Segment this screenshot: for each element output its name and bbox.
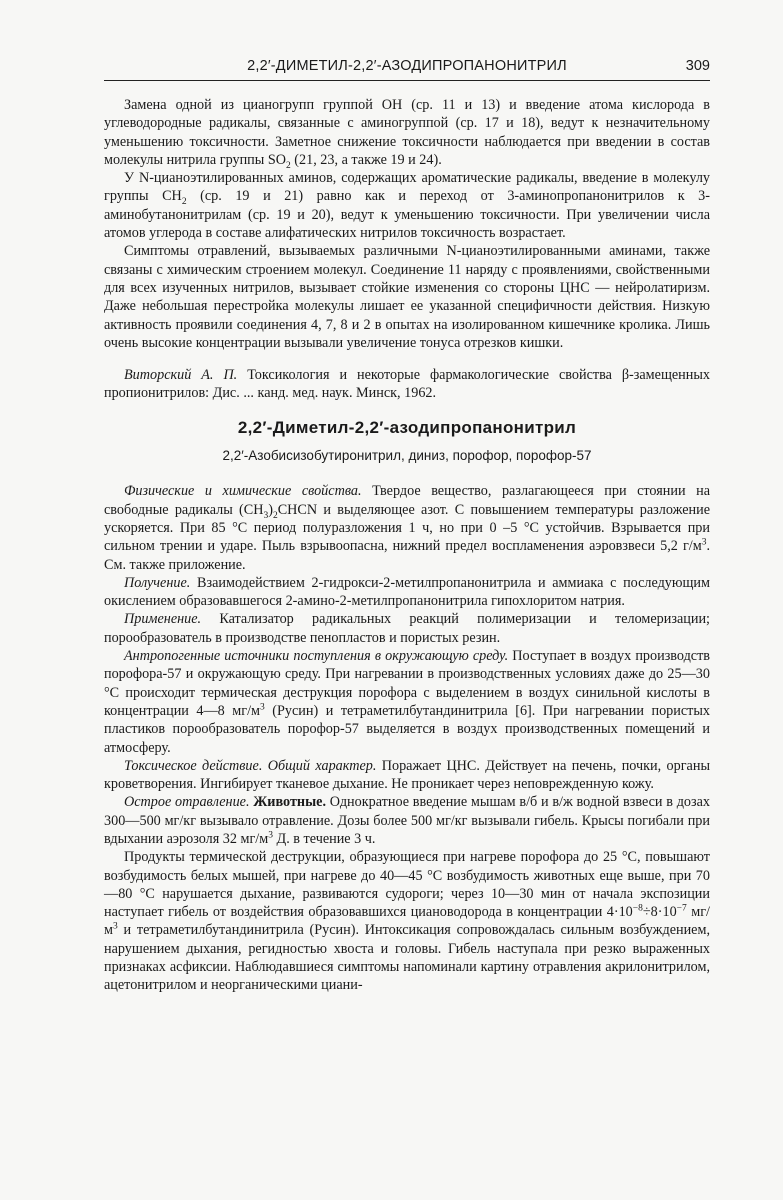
substance-synonyms: 2,2′-Азобисизобутиронитрил, диниз, порофор, порофор-57 <box>222 448 592 464</box>
section-anthropogenic-sources: Антропогенные источники поступления в окружающую среду. Поступает в воздух производств порофора-57 и окружающую среду. При нагревании в производственных условиях даже до 25—30 °С происходит термическая деструкция порофора с выделением в воздух синильной кислоты в концентрации 4—8 $мг/м^3$ (Русин) и тетраметилбутандинитрила [6]. При нагревании пористых пластиков порообразователь порофор-57 выделяется в воздух производственных помещений и атмосферу. <box>104 648 710 756</box>
section-thermal-products: Продукты термической деструкции, образующиеся при нагреве порофора до 25 °С, повышают возбудимость белых мышей, при нагреве до 40—45 °С возбудимость животных еще выше, при 70—80 °С нарушается дыхание, развиваются судороги; через 10—30 мин от начала экспозиции наступает гибель от воздействия образовавшихся циановодорода в концентрации $4\cdot 10^{-8}\div 8\cdot 10^{-7}$ $мг/м^3$ и тетраметилбутандинитрила (Русин). Интоксикация сопровождалась сильным возбуждением, нарушением дыхания, регидностью хвоста и головы. Гибель наступала при резко выраженных признаках асфиксии. Наблюдавшиеся симптомы напоминали картину отравления акрилонитрилом, ацетонитрилом и неорганическими циани- <box>104 849 710 994</box>
substance-sections <box>104 482 710 994</box>
section-application: Применение. Катализатор радикальных реакций полимеризации и теломеризации; порообразователь в производстве пенопластов и пористых резин. <box>104 611 710 646</box>
page-number: 309 <box>685 58 710 74</box>
section-physchem: Физические и химические свойства. Твердое вещество, разлагающееся при стоянии на свободные радикалы $(СН_3)_2СНCN$ и выделяющее азот. С повышением температуры разложение ускоряется. При 85 °С период полуразложения 1 ч, но при 0 –5 °С устойчив. Взрывается при сильном трении и ударе. Пыль взрывоопасна, нижний предел воспламенения аэровзвеси 5,2 $г/м^3$. См. также приложение. <box>104 483 710 573</box>
reference-author: Виторский А. П. <box>124 367 238 384</box>
page-header <box>104 56 710 81</box>
intro-paragraph-3: Симптомы отравлений, вызываемых различными N-цианоэтилированными аминами, также связаны с химическим строением молекул. Соединение 11 наряду с проявлениями, свойственными для всех изученных нитрилов, вызывает стойкие изменения со стороны ЦНС — нейролатиризм. Даже небольшая перестройка молекулы лишает ее указанной специфичности действия. Низкую активность проявили соединения 4, 7, 8 и 2 в опытах на изолированном кишечнике кролика. Лишь очень высокие концентрации вызывали увеличение тонуса отрезков кишки. <box>104 243 710 351</box>
substance-title: 2,2′-Диметил-2,2′-азодипропанонитрил <box>237 417 577 437</box>
section-toxic-action: Токсическое действие. Общий характер. Поражает ЦНС. Действует на печень, почки, органы кроветворения. Ингибирует тканевое дыхание. Не проникает через неповрежденную кожу. <box>104 757 710 793</box>
literature-reference: Виторский А. П. Токсикология и некоторые фармакологические свойства β-замещенных пропионитрилов: Дис. ... канд. мед. наук. Минск, 1962. <box>104 367 710 402</box>
page-body <box>104 96 710 995</box>
section-acute-poisoning: Острое отравление. Животные. Однократное введение мышам в/б и в/ж водной взвеси в дозах 300—500 мг/кг вызывало отравление. Дозы более 500 мг/кг вызывали гибель. Крысы погибали при вдыхании аэрозоля 32 $мг/м^3$ Д. в течение 3 ч. <box>104 794 711 847</box>
running-title: 2,2′-ДИМЕТИЛ-2,2′-АЗОДИПРОПАНОНИТРИЛ <box>247 58 567 74</box>
intro-paragraph-2: У N-цианоэтилированных аминов, содержащих ароматические радикалы, введение в молекулу группы $СН_2$ (ср. 19 и 21) равно как и переход от 3-аминопропанонитрилов к 3-аминобутанонитрилам (ср. 19 и 20), ведут к уменьшению токсичности. При увеличении числа атомов углерода в составе алифатических нитрилов токсичность возрастает. <box>104 170 711 242</box>
intro-paragraph-1: Замена одной из цианогрупп группой ОН (ср. 11 и 13) и введение атома кислорода в углеводородные радикалы, связанные с аминогруппой (ср. 17 и 18), ведут к незначительному уменьшению токсичности. Заметное снижение токсичности наблюдается при введении в состав молекулы нитрила группы $SO_2$ (21, 23, а также 19 и 24). <box>104 97 710 171</box>
section-preparation: Получение. Взаимодействием 2-гидрокси-2-метилпропанонитрила и аммиака с последующим окислением образовавшегося 2-амино-2-метилпропанонитрила гипохлоритом натрия. <box>104 574 710 610</box>
book-page <box>104 56 710 995</box>
